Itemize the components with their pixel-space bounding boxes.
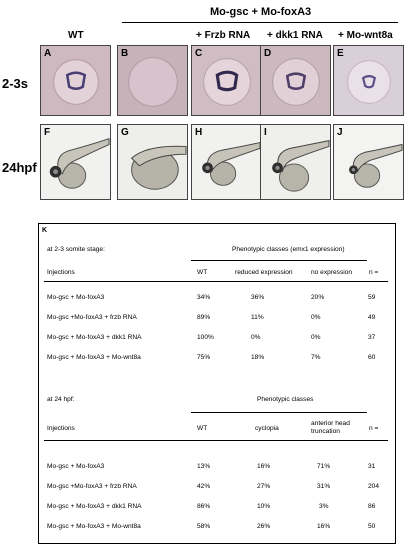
panel-label: D [264, 48, 272, 59]
panel-h-image [191, 124, 262, 200]
embryo-wt-illustration [41, 46, 110, 115]
panel-label: A [44, 48, 52, 59]
row-wt: 86% [197, 503, 211, 510]
section2-group-header: Phenotypic classes [257, 396, 314, 403]
section2-col-truncation: anterior head truncation [311, 420, 350, 436]
row-none: 0% [311, 334, 321, 341]
row-injection: Mo-gsc + Mo-foxA3 [47, 463, 105, 470]
row-cyclopia: 26% [257, 523, 271, 530]
row-injection: Mo-gsc + Mo-foxA3 + Mo-wnt8a [47, 523, 141, 530]
panel-label: C [195, 48, 203, 59]
panel-c-image [191, 45, 262, 116]
row-wt: 42% [197, 483, 211, 490]
row-none: 0% [311, 314, 321, 321]
row-wt: 100% [197, 334, 214, 341]
section1-col-none: no expression [311, 269, 353, 276]
panel-j-image [333, 124, 404, 200]
row-n: 60 [368, 354, 376, 361]
section2-header-rule [191, 412, 367, 413]
row-wt: 34% [197, 294, 211, 301]
section2-rule [44, 440, 388, 441]
phenotype-table [38, 223, 396, 544]
row-reduced: 18% [251, 354, 265, 361]
section1-col-wt: WT [197, 269, 208, 276]
panel-i-image [260, 124, 331, 200]
row-reduced: 36% [251, 294, 265, 301]
table-label: K [42, 227, 48, 234]
panel-label: H [195, 127, 203, 138]
panel-e-image [333, 45, 404, 116]
section1-col-n: n = [369, 269, 379, 276]
row-none: 7% [311, 354, 321, 361]
panel-label: E [337, 48, 344, 59]
panel-label: F [44, 127, 51, 138]
header-frzb: + Frzb RNA [196, 30, 251, 41]
row-wt: 75% [197, 354, 211, 361]
row-n: 86 [368, 503, 376, 510]
row-cyclopia: 10% [257, 503, 271, 510]
row-wt: 13% [197, 463, 211, 470]
panel-label: G [121, 127, 129, 138]
row-n: 49 [368, 314, 376, 321]
row-label-24hpf: 24hpf [2, 160, 37, 175]
panel-d-image [260, 45, 331, 116]
section1-group-header: Phenotypic classes (emx1 expression) [232, 246, 345, 253]
section1-rule [44, 281, 388, 282]
embryo-wnt8a-illustration [334, 46, 403, 115]
row-injection: Mo-gsc + Mo-foxA3 + dkk1 RNA [47, 503, 142, 510]
section1-title: at 2-3 somite stage: [47, 246, 105, 253]
row-wt: 58% [197, 523, 211, 530]
section2-col-wt: WT [197, 425, 208, 432]
panel-label: J [337, 127, 343, 138]
row-n: 204 [368, 483, 380, 490]
row-truncation: 16% [317, 523, 331, 530]
section2-col-cyclopia: cyclopia [255, 425, 279, 432]
row-none: 20% [311, 294, 325, 301]
row-injection: Mo-gsc + Mo-foxA3 + Mo-wnt8a [47, 354, 141, 361]
row-n: 50 [368, 523, 376, 530]
larva-wt-illustration [41, 125, 110, 199]
header-dkk1: + dkk1 RNA [267, 30, 323, 41]
row-cyclopia: 16% [257, 463, 271, 470]
row-n: 59 [368, 294, 376, 301]
header-group-underline [122, 22, 398, 23]
section2-col-n: n = [369, 425, 379, 432]
larva-dkk1-illustration [261, 125, 330, 199]
header-wnt8a: + Mo-wnt8a [338, 30, 393, 41]
row-truncation: 71% [317, 463, 331, 470]
larva-frzb-illustration [192, 125, 261, 199]
panel-f-image [40, 124, 111, 200]
row-cyclopia: 27% [257, 483, 271, 490]
row-reduced: 0% [251, 334, 261, 341]
panel-g-image [117, 124, 188, 200]
section1-col-reduced: reduced expression [235, 269, 293, 276]
embryo-frzb-illustration [192, 46, 261, 115]
panel-b-image [117, 45, 188, 116]
section2-title: at 24 hpf: [47, 396, 75, 403]
larva-wnt8a-illustration [334, 125, 403, 199]
row-injection: Mo-gsc +Mo-foxA3 + frzb RNA [47, 314, 137, 321]
row-injection: Mo-gsc + Mo-foxA3 [47, 294, 105, 301]
panel-label: B [121, 48, 129, 59]
row-n: 37 [368, 334, 376, 341]
embryo-dkk1-illustration [261, 46, 330, 115]
row-truncation: 3% [319, 503, 329, 510]
row-reduced: 11% [251, 314, 264, 321]
row-label-2-3s: 2-3s [2, 76, 29, 91]
section2-col-injections: Injections [47, 425, 75, 432]
row-injection: Mo-gsc + Mo-foxA3 + dkk1 RNA [47, 334, 142, 341]
row-wt: 89% [197, 314, 211, 321]
embryo-morphant-illustration [118, 46, 187, 115]
header-group: Mo-gsc + Mo-foxA3 [210, 6, 312, 18]
row-truncation: 31% [317, 483, 331, 490]
panel-a-image [40, 45, 111, 116]
panel-label: I [264, 127, 267, 138]
row-injection: Mo-gsc +Mo-foxA3 + frzb RNA [47, 483, 137, 490]
row-n: 31 [368, 463, 376, 470]
section1-header-rule [191, 260, 367, 261]
header-wt: WT [68, 30, 84, 41]
section1-col-injections: Injections [47, 269, 75, 276]
